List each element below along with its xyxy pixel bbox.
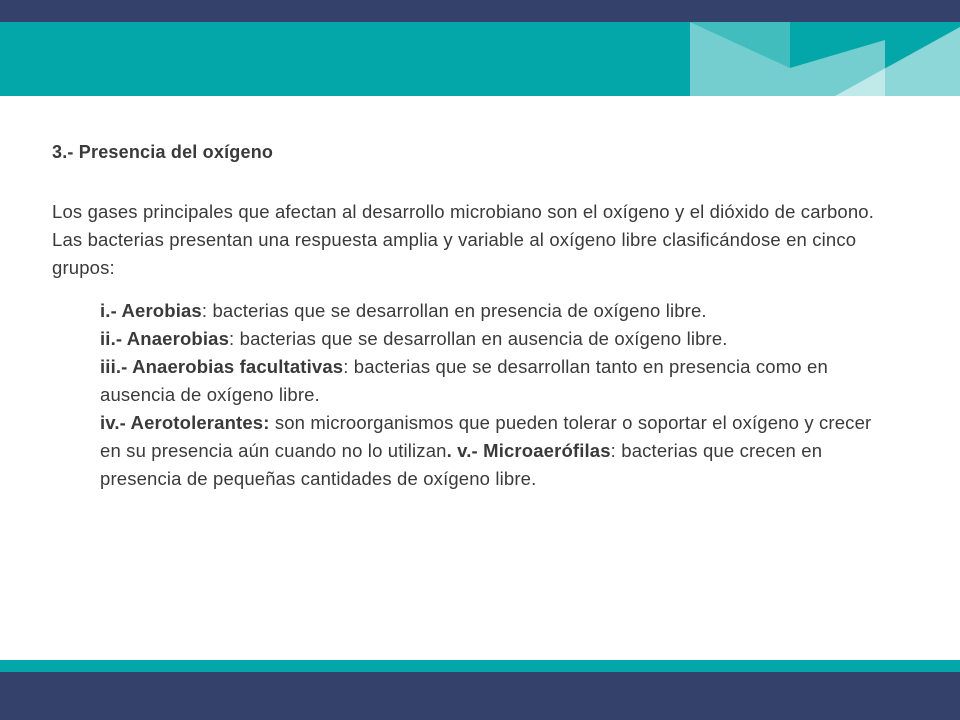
intro-paragraph: Los gases principales que afectan al desarrollo microbiano son el oxígeno y el dióxido de carbono. Las bacterias presentan una respuesta amplia y variable al oxígeno libre clasificándose en cinco grupos: [52,201,875,278]
groups-paragraph [100,297,880,493]
group-label: iii.- Anaerobias facultativas [100,356,344,377]
header-teal-band [0,22,960,96]
group-label: ii.- Anaerobias [100,328,230,349]
group-label: i.- Aerobias [100,300,202,321]
group-text: son microorganismos que pueden tolerar o soportar el oxígeno y crecer en su presencia aún cuando no lo utilizan [100,412,872,461]
group-label: iv.- Aerotolerantes: [100,412,270,433]
group-text: : bacterias que se desarrollan en ausencia de oxígeno libre. [229,328,728,349]
group-text: : bacterias que se desarrollan en presencia de oxígeno libre. [201,300,707,321]
header-navy-band [0,0,960,22]
slide-title: 3.- Presencia del oxígeno [52,142,274,162]
footer-teal-band [0,660,960,672]
header-decoration [0,22,960,96]
group-text: : bacterias que se desarrollan tanto en presencia como en ausencia de oxígeno libre. [100,356,828,405]
footer-navy-band [0,672,960,720]
group-label: . v.- Microaerófilas [446,440,611,461]
group-text: : bacterias que crecen en presencia de pequeñas cantidades de oxígeno libre. [100,440,823,489]
